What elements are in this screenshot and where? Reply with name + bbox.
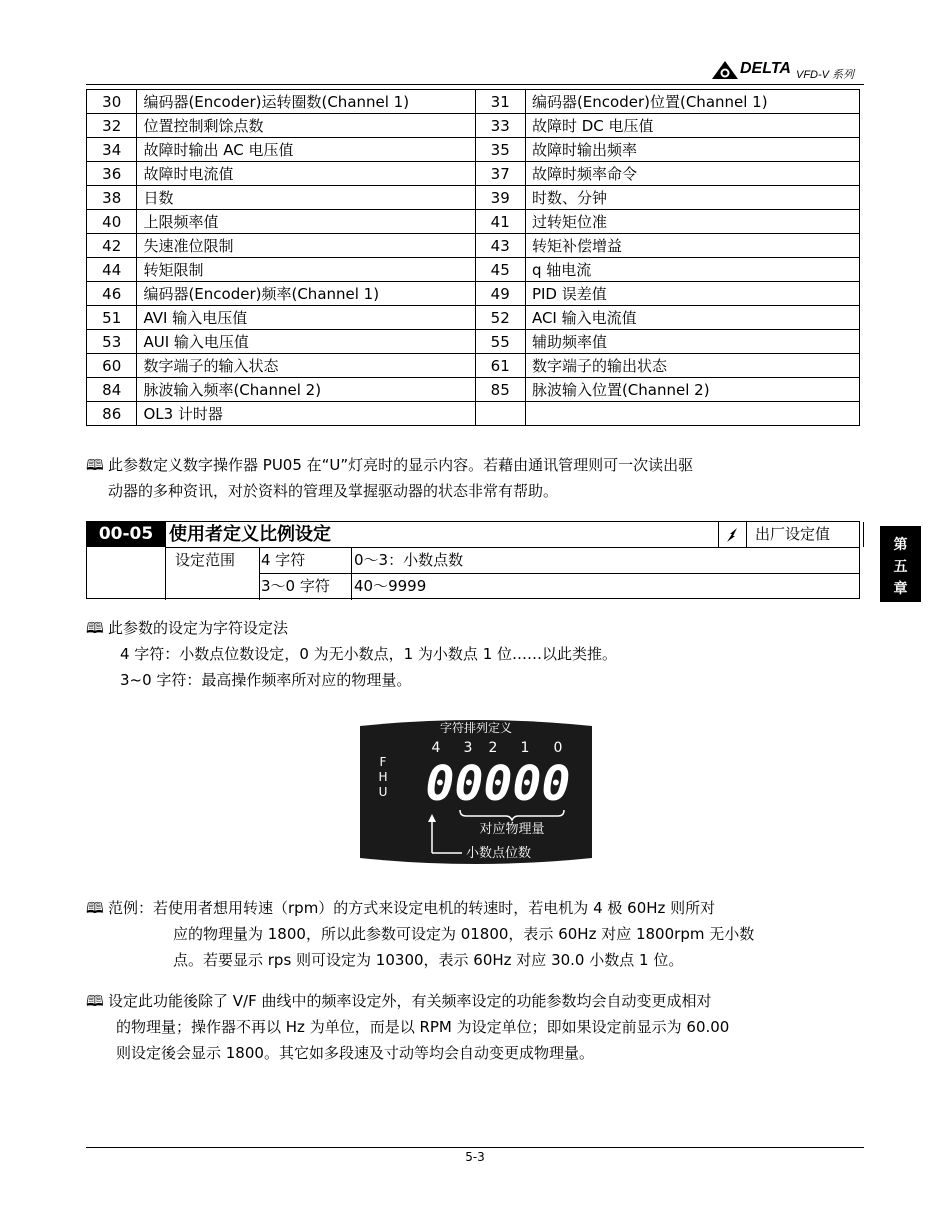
table-row — [87, 258, 860, 282]
monitor-code: 35 — [475, 138, 525, 162]
table-row — [87, 138, 860, 162]
example-line-2: 应的物理量为 1800，所以此参数可设定为 01800，表示 60Hz 对应 1800rpm 无小数 — [173, 925, 755, 943]
monitor-table — [86, 89, 860, 426]
example-line-1: 范例：若使用者想用转速（rpm）的方式来设定电机的转速时，若电机为 4 极 60Hz 则所对 — [108, 899, 716, 917]
monitor-description: 故障时电流值 — [137, 162, 475, 186]
position-label: 4 — [431, 740, 441, 756]
table-row — [87, 162, 860, 186]
segment-digit: 0 — [425, 756, 455, 812]
monitor-code: 30 — [87, 90, 137, 114]
table-row — [87, 402, 860, 426]
monitor-code: 85 — [475, 378, 525, 402]
monitor-description: AVI 输入电压值 — [137, 306, 475, 330]
page-number: 5-3 — [465, 1150, 485, 1164]
writable-during-run-icon — [725, 527, 739, 543]
range-value-2: 40～9999 — [354, 577, 427, 595]
monitor-description: 故障时输出频率 — [525, 138, 859, 162]
monitor-code: 33 — [475, 114, 525, 138]
note-1 — [86, 452, 693, 504]
example-line-3: 点。若要显示 rps 则可设定为 10300，表示 60Hz 对应 30.0 小数点 1 位。 — [173, 951, 684, 969]
page-header — [712, 60, 864, 84]
default-label: 出厂设定值 — [755, 525, 831, 543]
monitor-code: 49 — [475, 282, 525, 306]
monitor-description: 编码器(Encoder)频率(Channel 1) — [137, 282, 475, 306]
parameter-name: 使用者定义比例设定 — [169, 524, 331, 545]
monitor-code: 51 — [87, 306, 137, 330]
monitor-code: 31 — [475, 90, 525, 114]
model-series: VFD-V 系列 — [796, 69, 855, 81]
monitor-description: 数字端子的输出状态 — [525, 354, 859, 378]
table-row — [87, 90, 860, 114]
position-label: 2 — [488, 740, 498, 756]
range-digit-1: 4 字符 — [261, 551, 306, 569]
note-2-line-2: 3~0 字符：最高操作频率所对应的物理量。 — [120, 671, 412, 689]
monitor-code: 39 — [475, 186, 525, 210]
table-row — [87, 330, 860, 354]
monitor-description: 数字端子的输入状态 — [137, 354, 475, 378]
side-letter: U — [378, 785, 388, 799]
monitor-code: 42 — [87, 234, 137, 258]
monitor-code: 38 — [87, 186, 137, 210]
monitor-description: 位置控制剩馀点数 — [137, 114, 475, 138]
segment-digit: 0 — [454, 756, 484, 812]
monitor-code: 32 — [87, 114, 137, 138]
note-2 — [86, 615, 617, 693]
segment-digit: 0 — [512, 756, 542, 812]
monitor-code: 43 — [475, 234, 525, 258]
monitor-code: 41 — [475, 210, 525, 234]
monitor-description: 故障时频率命令 — [525, 162, 859, 186]
monitor-description: ACI 输入电流值 — [525, 306, 859, 330]
monitor-description — [525, 402, 859, 426]
delta-logo-icon — [712, 61, 738, 79]
monitor-description: 日数 — [137, 186, 475, 210]
monitor-code: 37 — [475, 162, 525, 186]
range-digit-2: 3～0 字符 — [261, 577, 330, 595]
monitor-code: 53 — [87, 330, 137, 354]
monitor-code: 61 — [475, 354, 525, 378]
monitor-description: 辅助频率值 — [525, 330, 859, 354]
monitor-code: 86 — [87, 402, 137, 426]
monitor-description: 时数、分钟 — [525, 186, 859, 210]
monitor-description: 上限频率值 — [137, 210, 475, 234]
range-label: 设定范围 — [175, 551, 236, 569]
monitor-code: 52 — [475, 306, 525, 330]
side-letters — [378, 755, 387, 799]
brand-name: DELTA — [740, 60, 791, 77]
book-icon: 🕮 — [86, 456, 104, 474]
monitor-description: 故障时 DC 电压值 — [525, 114, 859, 138]
table-row — [87, 210, 860, 234]
monitor-description: PID 误差值 — [525, 282, 859, 306]
monitor-code: 44 — [87, 258, 137, 282]
segment-digit: 0 — [483, 756, 513, 812]
chapter-tab — [880, 526, 921, 602]
note-2-title: 此参数的设定为字符设定法 — [108, 619, 289, 637]
table-row — [87, 354, 860, 378]
label-physical-quantity: 对应物理量 — [479, 822, 545, 837]
monitor-code: 84 — [87, 378, 137, 402]
label-decimal-places: 小数点位数 — [466, 846, 532, 861]
seven-segment-digits — [426, 756, 571, 812]
header-divider — [86, 84, 864, 85]
parameter-code: 00-05 — [87, 522, 165, 547]
book-icon: 🕮 — [86, 619, 104, 637]
chapter-tab-char: 五 — [893, 559, 908, 575]
note-1-line-1: 此参数定义数字操作器 PU05 在“U”灯亮时的显示内容。若藉由通讯管理则可一次读出驱 — [108, 456, 694, 474]
table-row — [87, 306, 860, 330]
book-icon: 🕮 — [86, 899, 104, 917]
monitor-description: 失速准位限制 — [137, 234, 475, 258]
monitor-description: 脉波输入频率(Channel 2) — [137, 378, 475, 402]
position-label: 0 — [553, 740, 563, 756]
monitor-code: 40 — [87, 210, 137, 234]
monitor-description: 过转矩位准 — [525, 210, 859, 234]
chapter-tab-char: 第 — [893, 537, 908, 553]
note-1-line-2: 动器的多种资讯，对於资料的管理及掌握驱动器的状态非常有帮助。 — [108, 482, 559, 500]
table-row — [87, 378, 860, 402]
monitor-code: 45 — [475, 258, 525, 282]
table-row — [87, 234, 860, 258]
side-letter: F — [379, 755, 387, 769]
monitor-description: 编码器(Encoder)位置(Channel 1) — [525, 90, 859, 114]
footer-divider — [86, 1147, 864, 1148]
table-row — [87, 114, 860, 138]
monitor-description: q 轴电流 — [525, 258, 859, 282]
monitor-code: 55 — [475, 330, 525, 354]
monitor-description: 脉波输入位置(Channel 2) — [525, 378, 859, 402]
monitor-description: 故障时输出 AC 电压值 — [137, 138, 475, 162]
chapter-tab-char: 章 — [893, 581, 908, 597]
note-3-line-3: 则设定後会显示 1800。其它如多段速及寸动等均会自动变更成物理量。 — [116, 1044, 594, 1062]
display-title: 字符排列定义 — [439, 721, 513, 735]
note-3-line-1: 设定此功能後除了 V/F 曲线中的频率设定外，有关频率设定的功能参数均会自动变更成相对 — [108, 992, 712, 1010]
side-letter: H — [378, 770, 388, 784]
note-3-line-2: 的物理量；操作器不再以 Hz 为单位，而是以 RPM 为设定单位；即如果设定前显示为 60.00 — [116, 1018, 730, 1036]
example-note — [86, 895, 754, 973]
segment-digit: 0 — [541, 756, 571, 812]
table-row — [87, 186, 860, 210]
note-3 — [86, 988, 729, 1066]
note-2-line-1: 4 字符：小数点位数设定，0 为无小数点，1 为小数点 1 位……以此类推。 — [120, 645, 618, 663]
position-label: 3 — [463, 740, 473, 756]
monitor-description: 转矩限制 — [137, 258, 475, 282]
table-row — [87, 282, 860, 306]
monitor-code: 46 — [87, 282, 137, 306]
monitor-code: 36 — [87, 162, 137, 186]
monitor-description: OL3 计时器 — [137, 402, 475, 426]
monitor-description: 编码器(Encoder)运转圈数(Channel 1) — [137, 90, 475, 114]
book-icon: 🕮 — [86, 992, 104, 1010]
range-value-1: 0～3：小数点数 — [354, 551, 464, 569]
monitor-description: 转矩补偿增益 — [525, 234, 859, 258]
display-diagram — [350, 718, 602, 866]
monitor-code — [475, 402, 525, 426]
monitor-code: 60 — [87, 354, 137, 378]
position-label: 1 — [520, 740, 530, 756]
monitor-code: 34 — [87, 138, 137, 162]
parameter-box — [86, 521, 860, 599]
monitor-description: AUI 输入电压值 — [137, 330, 475, 354]
